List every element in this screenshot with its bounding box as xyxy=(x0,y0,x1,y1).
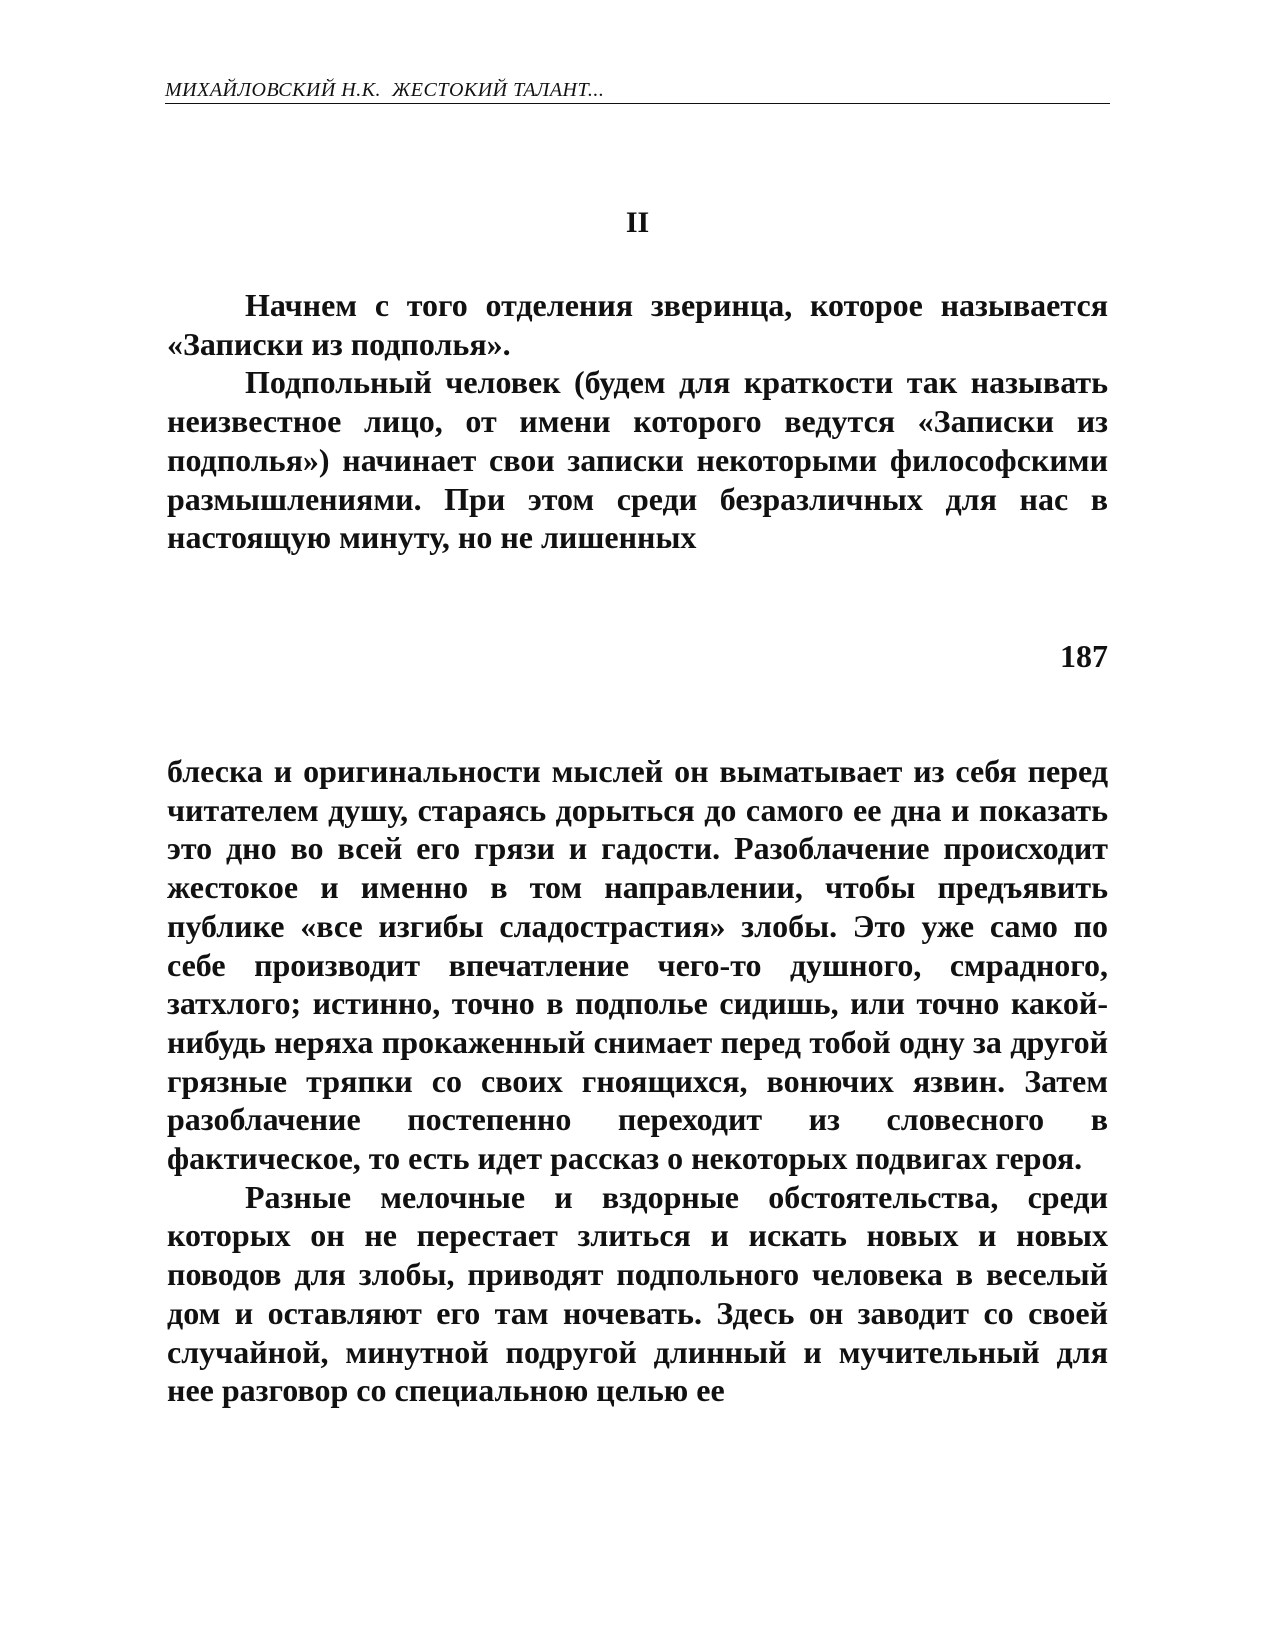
bottom-text-block xyxy=(167,752,1108,1410)
paragraph: блеска и оригинальности мыслей он выматывает из себя перед читателем душу, стараясь дорыться до самого ее дна и показать это дно во всей его грязи и гадости. Разоблачение происходит жестокое и именно в том направлении, чтобы предъявить публике «все изгибы сладострастия» злобы. Это уже само по себе производит впечатление чего-то душного, смрадного, затхлого; истинно, точно в подполье сидишь, или точно какой-нибудь неряха прокаженный снимает перед тобой одну за другой грязные тряпки со своих гноящихся, вонючих язвин. Затем разоблачение постепенно переходит из словесного в фактическое, то есть идет рассказ о некоторых подвигах героя. xyxy=(167,753,1108,1177)
page-number: 187 xyxy=(1060,638,1108,674)
running-header: МИХАЙЛОВСКИЙ Н.К. ЖЕСТОКИЙ ТАЛАНТ... xyxy=(165,79,605,101)
top-text-block xyxy=(167,286,1108,557)
paragraph: Начнем с того отделения зверинца, которое называется «Записки из подполья». xyxy=(167,287,1108,362)
paragraph: Разные мелочные и вздорные обстоятельства, среди которых он не перестает злиться и искать новых и новых поводов для злобы, приводят подпольного человека в веселый дом и оставляют его там ночевать. Здесь он заводит со своей случайной, минутной подругой длинный и мучительный для нее разговор со специальною целью ее xyxy=(167,1178,1108,1409)
paragraph: Подпольный человек (будем для краткости так называть неизвестное лицо, от имени которого ведутся «Записки из подполья») начинает свои записки некоторыми философскими размышлениями. При этом среди безразличных для нас в настоящую минуту, но не лишенных xyxy=(167,364,1108,556)
header-rule xyxy=(165,103,1110,104)
section-heading: II xyxy=(625,206,650,239)
